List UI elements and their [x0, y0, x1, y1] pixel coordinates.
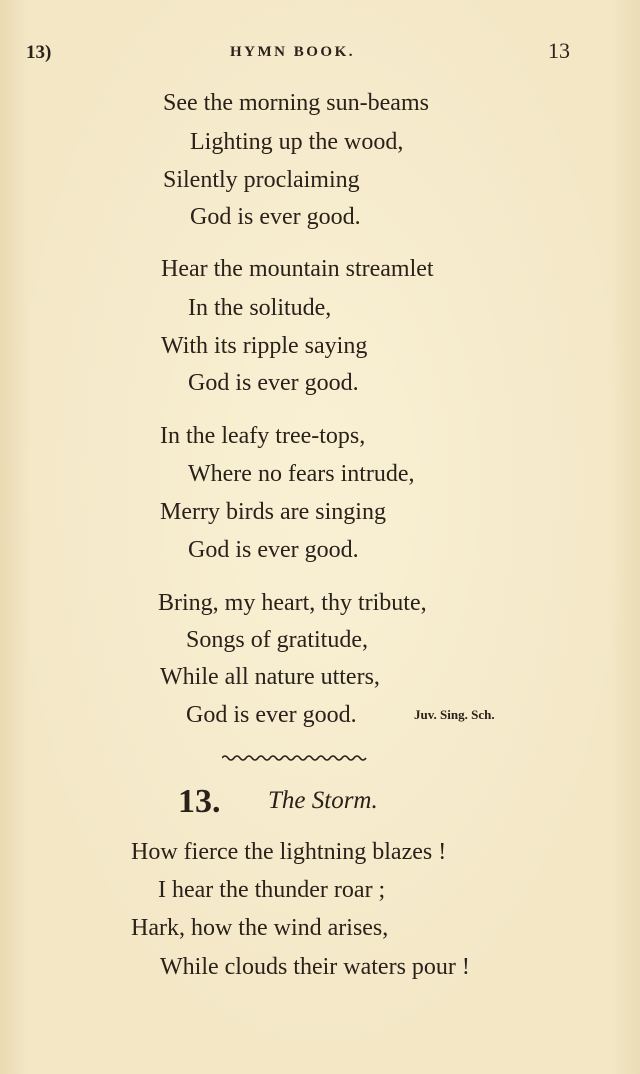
- hymn-line: How fierce the lightning blazes !: [131, 839, 447, 865]
- wavy-divider: [222, 752, 370, 764]
- stanza-line: God is ever good.: [190, 204, 361, 230]
- hymn-line: Hark, how the wind arises,: [131, 915, 389, 941]
- stanza-line: Silently proclaiming: [163, 167, 360, 193]
- stanza-line: With its ripple saying: [161, 333, 368, 359]
- stanza-line: Lighting up the wood,: [190, 129, 404, 155]
- stanza-line: Merry birds are singing: [160, 499, 386, 525]
- stanza-line: God is ever good.: [188, 537, 359, 563]
- stanza-line: In the solitude,: [188, 295, 332, 321]
- stanza-line: While all nature utters,: [160, 664, 380, 690]
- page-number: 13: [548, 38, 570, 63]
- stanza-line: Hear the mountain streamlet: [161, 256, 434, 282]
- hymn-number: 13.: [178, 783, 221, 820]
- hymn-line: While clouds their waters pour !: [160, 954, 470, 980]
- hymn-line: I hear the thunder roar ;: [158, 877, 386, 903]
- stanza-line: Where no fears intrude,: [188, 461, 415, 487]
- stanza-line: See the morning sun-beams: [163, 90, 429, 116]
- source-attribution: Juv. Sing. Sch.: [414, 707, 495, 722]
- running-header: [0, 38, 640, 68]
- stanza-line: Songs of gratitude,: [186, 627, 368, 653]
- hymn-title: The Storm.: [268, 787, 378, 814]
- stanza-line: God is ever good.: [188, 370, 359, 396]
- stanza-line: Bring, my heart, thy tribute,: [158, 590, 427, 616]
- stanza-line: In the leafy tree-tops,: [160, 423, 366, 449]
- previous-hymn-mark: 13): [26, 42, 52, 63]
- stanza-line: God is ever good.: [186, 702, 357, 728]
- running-title: HYMN BOOK.: [230, 44, 355, 60]
